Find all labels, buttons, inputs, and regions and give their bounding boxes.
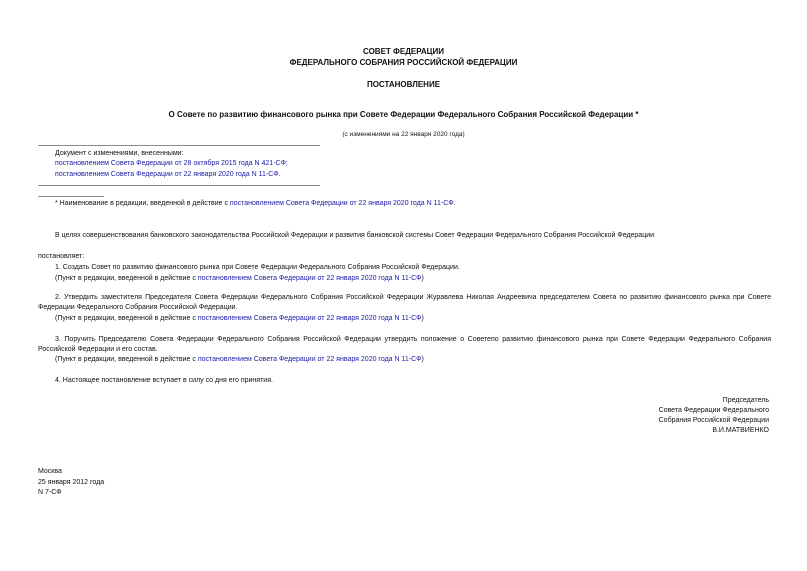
edit-note-suffix: ) (421, 275, 424, 282)
edit-note-prefix: (Пункт в редакции, введенной в действие с (55, 275, 198, 282)
footnote-suffix: . (453, 200, 456, 207)
signature-block (659, 396, 769, 436)
edit-note-link[interactable]: постановлением Совета Федерации от 22 января 2020 года N 11-СФ (197, 315, 422, 322)
item-3: 3. Поручить Председателю Совета Федерации Федерального Собрания Российской Федерации утвердить положение о Советепо развитию финансового рынка при Совете Федерации Федерального Собрания Российской Федерации и его состав. (38, 336, 771, 353)
amendment-note: (с изменениями на 22 января 2020 года) (342, 131, 465, 138)
edit-note-link[interactable]: постановлением Совета Федерации от 22 января 2020 года N 11-СФ (197, 356, 422, 363)
item-4: 4. Настоящее постановление вступает в силу со дня его принятия. (55, 377, 273, 384)
preamble: В целях совершенствования банковского законодательства Российской Федерации и развития банковской системы Совет Федерации Федерального Собрания Российской Федерации (55, 232, 655, 239)
resolves-word: постановляет: (38, 253, 85, 260)
item-2: 2. Утвердить заместителя Председателя Совета Федерации Федерального Собрания Российской Федерации Журавлева Николая Андреевича председателем Совета по развитию финансового рынка при Совете Федерации Федерального Собрания Российской Федерации. (38, 294, 771, 311)
document-number: N 7-СФ (38, 489, 62, 496)
item-3-edit-note (55, 356, 424, 363)
footnote-rule (38, 196, 104, 197)
signature-name: В.И.МАТВИЕНКО (712, 427, 769, 434)
changes-bottom-rule (38, 185, 320, 186)
signature-title: Председатель (722, 397, 769, 404)
changes-label: Документ с изменениями, внесенными: (55, 150, 184, 157)
edit-note-suffix: ) (421, 356, 424, 363)
footnote (55, 200, 456, 207)
city: Москва (38, 468, 62, 475)
org-name-line2: ФЕДЕРАЛЬНОГО СОБРАНИЯ РОССИЙСКОЙ ФЕДЕРАЦИИ (289, 58, 518, 67)
edit-note-suffix: ) (421, 315, 424, 322)
amendment-link-2020[interactable]: постановлением Совета Федерации от 22 января 2020 года N 11-СФ. (55, 171, 281, 178)
edit-note-prefix: (Пункт в редакции, введенной в действие с (55, 356, 198, 363)
item-1-edit-note (55, 275, 424, 282)
edit-note-prefix: (Пункт в редакции, введенной в действие с (55, 315, 198, 322)
amendment-link-2015[interactable]: постановлением Совета Федерации от 28 октября 2015 года N 421-СФ; (55, 160, 288, 167)
adoption-date: 25 января 2012 года (38, 478, 105, 486)
item-1: 1. Создать Совет по развитию финансового рынка при Совете Федерации Федерального Собрания Российской Федерации. (55, 264, 460, 271)
document-title: О Совете по развитию финансового рынка при Совете Федерации Федерального Собрания Российской Федерации * (168, 110, 639, 119)
changes-top-rule (38, 145, 320, 146)
signature-org-2: Собрания Российской Федерации (658, 417, 769, 424)
edit-note-link[interactable]: постановлением Совета Федерации от 22 января 2020 года N 11-СФ (197, 275, 422, 282)
document-type: ПОСТАНОВЛЕНИЕ (366, 80, 441, 89)
place-date-block (38, 467, 104, 499)
footnote-link[interactable]: постановлением Совета Федерации от 22 января 2020 года N 11-СФ (229, 200, 454, 207)
footnote-prefix: * Наименование в редакции, введенной в действие с (55, 200, 230, 207)
signature-org-1: Совета Федерации Федерального (658, 407, 769, 414)
item-2-edit-note (55, 315, 424, 322)
org-name-line1: СОВЕТ ФЕДЕРАЦИИ (363, 47, 444, 56)
